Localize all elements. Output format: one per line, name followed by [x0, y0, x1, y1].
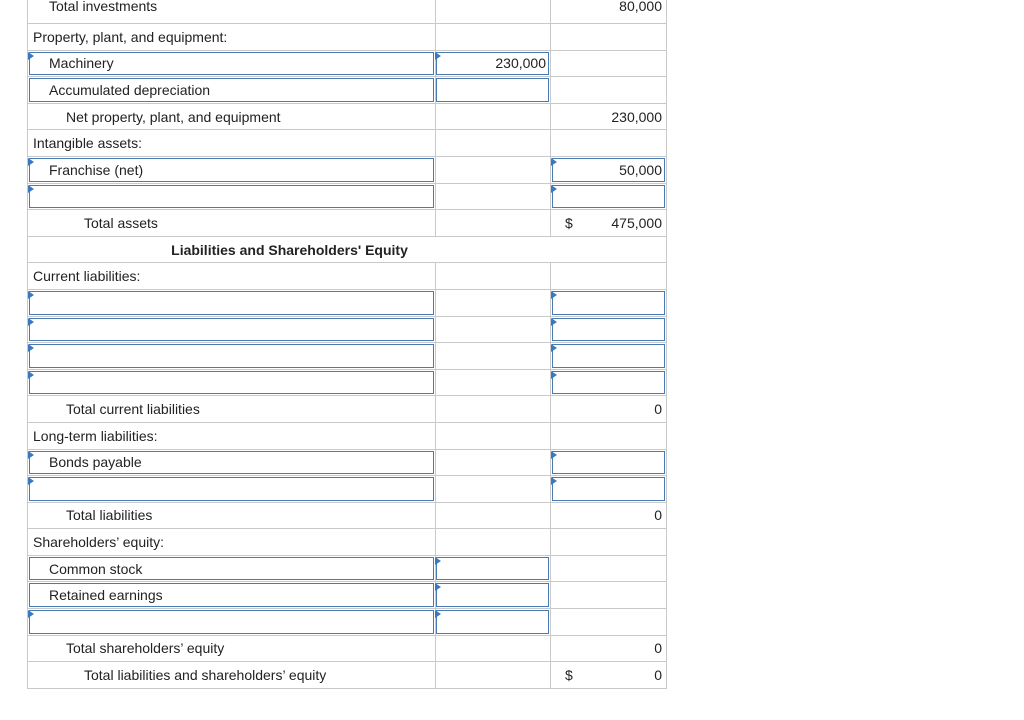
account-name-field[interactable] [27, 370, 436, 397]
row-value: 230,000 [611, 108, 662, 125]
section-heading: Current liabilities: [33, 268, 141, 285]
row-value: 475,000 [611, 214, 662, 231]
section-heading: Property, plant, and equipment: [33, 28, 228, 45]
table-row [27, 529, 667, 556]
amount-field[interactable] [551, 157, 667, 184]
dropdown-marker-icon[interactable] [28, 318, 34, 326]
table-row [27, 317, 667, 344]
dropdown-marker-icon[interactable] [28, 371, 34, 379]
amount-field[interactable] [551, 343, 667, 370]
dropdown-marker-icon[interactable] [551, 318, 557, 326]
amount-field[interactable] [551, 476, 667, 503]
table-row [27, 343, 667, 370]
dropdown-marker-icon[interactable] [551, 451, 557, 459]
dropdown-marker-icon[interactable] [435, 583, 441, 591]
dropdown-marker-icon[interactable] [551, 344, 557, 352]
table-row [27, 0, 667, 24]
table-row [27, 77, 667, 104]
account-name-field[interactable] [27, 184, 436, 211]
table-row [27, 237, 667, 264]
amount-field[interactable] [435, 556, 551, 583]
table-row [27, 130, 667, 157]
account-name-field[interactable] [27, 450, 436, 477]
amount-field[interactable] [551, 184, 667, 211]
table-row [27, 184, 667, 211]
account-name-field[interactable] [27, 582, 436, 609]
dropdown-marker-icon[interactable] [28, 291, 34, 299]
account-name-field[interactable] [27, 343, 436, 370]
row-label: Total liabilities and shareholders’ equity [84, 667, 327, 684]
account-name-field[interactable] [27, 290, 436, 317]
account-name-field[interactable] [27, 556, 436, 583]
dollar-sign: $ [565, 214, 573, 231]
table-row [27, 476, 667, 503]
dropdown-marker-icon[interactable] [28, 344, 34, 352]
dropdown-marker-icon[interactable] [28, 477, 34, 485]
row-label: Machinery [49, 55, 114, 72]
table-row [27, 396, 667, 423]
row-value: 230,000 [495, 55, 546, 72]
account-name-field[interactable] [27, 77, 436, 104]
row-label: Franchise (net) [49, 161, 144, 178]
row-value: 80,000 [619, 0, 662, 14]
amount-field[interactable] [551, 317, 667, 344]
row-label: Common stock [49, 560, 143, 577]
dropdown-marker-icon[interactable] [28, 610, 34, 618]
account-name-field[interactable] [27, 609, 436, 636]
amount-field[interactable] [551, 450, 667, 477]
table-row [27, 503, 667, 530]
row-label: Accumulated depreciation [49, 81, 211, 98]
table-row [27, 210, 667, 237]
dropdown-marker-icon[interactable] [551, 185, 557, 193]
table-row [27, 423, 667, 450]
amount-field[interactable] [551, 290, 667, 317]
table-row [27, 556, 667, 583]
row-label: Total shareholders’ equity [66, 640, 225, 657]
row-label: Total liabilities [66, 507, 153, 524]
section-heading: Shareholders’ equity: [33, 534, 165, 551]
row-label: Total assets [84, 214, 158, 231]
row-label: Bonds payable [49, 454, 142, 471]
account-name-field[interactable] [27, 51, 436, 78]
table-row [27, 263, 667, 290]
dropdown-marker-icon[interactable] [28, 158, 34, 166]
dropdown-marker-icon[interactable] [28, 451, 34, 459]
table-row [27, 636, 667, 663]
dropdown-marker-icon[interactable] [435, 610, 441, 618]
table-row [27, 290, 667, 317]
table-row [27, 157, 667, 184]
table-row [27, 450, 667, 477]
row-label: Retained earnings [49, 587, 163, 604]
amount-field[interactable] [435, 609, 551, 636]
dropdown-marker-icon[interactable] [551, 291, 557, 299]
row-value: 0 [654, 401, 662, 418]
amount-field[interactable] [435, 51, 551, 78]
row-label: Net property, plant, and equipment [66, 108, 281, 125]
balance-sheet-table [27, 0, 667, 689]
table-row [27, 609, 667, 636]
account-name-field[interactable] [27, 317, 436, 344]
section-heading: Long-term liabilities: [33, 427, 158, 444]
dropdown-marker-icon[interactable] [551, 371, 557, 379]
table-row [27, 662, 667, 689]
dropdown-marker-icon[interactable] [28, 52, 34, 60]
dropdown-marker-icon[interactable] [551, 477, 557, 485]
table-row [27, 104, 667, 131]
row-label: Total current liabilities [66, 401, 200, 418]
table-row [27, 582, 667, 609]
section-heading: Intangible assets: [33, 135, 142, 152]
row-value: 0 [654, 640, 662, 657]
table-row [27, 370, 667, 397]
amount-field[interactable] [435, 582, 551, 609]
row-value: 0 [654, 507, 662, 524]
amount-field[interactable] [551, 370, 667, 397]
dropdown-marker-icon[interactable] [28, 185, 34, 193]
table-row [27, 24, 667, 51]
row-value: 0 [654, 667, 662, 684]
dropdown-marker-icon[interactable] [435, 557, 441, 565]
account-name-field[interactable] [27, 476, 436, 503]
amount-field[interactable] [435, 77, 551, 104]
table-row [27, 51, 667, 78]
row-value: 50,000 [619, 161, 662, 178]
section-title: Liabilities and Shareholders' Equity [171, 241, 408, 258]
account-name-field[interactable] [27, 157, 436, 184]
dollar-sign: $ [565, 667, 573, 684]
row-label: Total investments [49, 0, 158, 14]
